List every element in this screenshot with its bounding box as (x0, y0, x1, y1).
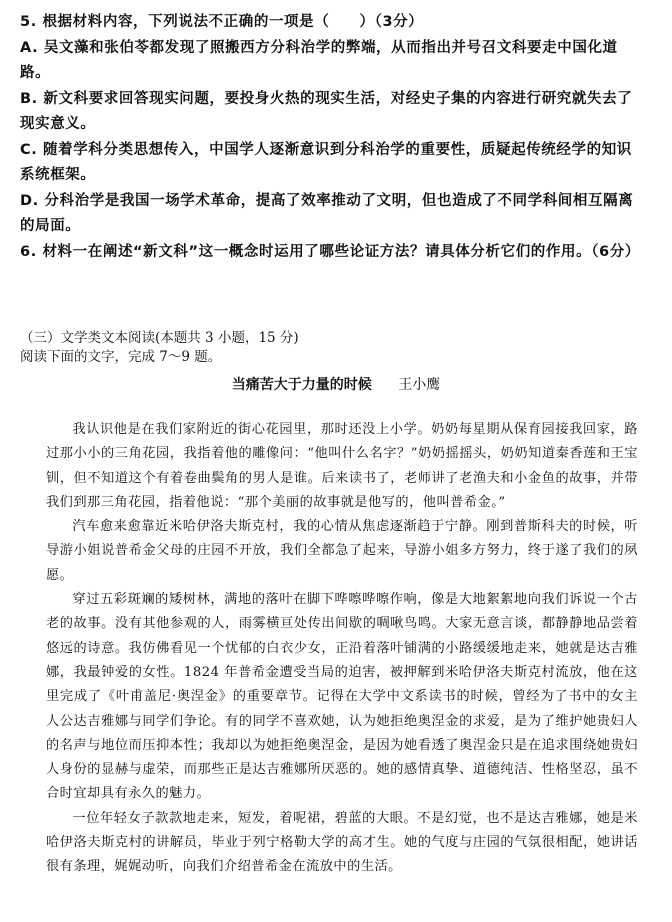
question-6: 6. 材料一在阐述“新文科”这一概念时运用了哪些论证方法？请具体分析它们的作用。（6分） (20, 243, 640, 260)
article-body (46, 418, 638, 880)
article-title: 当痛苦大于力量的时候 (231, 377, 372, 393)
question-5-option-c: C. 随着学科分类思想传入，中国学人逐渐意识到分科治学的重要性，质疑起传统经学的知识系统框架。 (20, 141, 632, 183)
article-author: 王小鹰 (398, 377, 441, 393)
article-paragraph-4: 一位年轻女子款款地走来，短发，着呢裙，碧蓝的大眼。不是幻觉，也不是达吉雅娜，她是米哈伊洛夫斯克村的讲解员，毕业于列宁格勒大学的高才生。她的气度与庄园的气氛很相配，她讲话很有条理，娓娓动听，向我们介绍普希金在流放中的生活。 (46, 810, 638, 875)
article-paragraph-1: 我认识他是在我们家附近的街心花园里，那时还没上小学。奶奶每星期从保育园接我回家，路过那小小的三角花园，我指着他的雕像问：“他叫什么名字？”奶奶摇摇头，奶奶知道秦香莲和王宝钏，但不知道这个有着卷曲鬓角的男人是谁。后来读书了，老师讲了老渔夫和小金鱼的故事，并带我们到那三角花园，指着他说：“那个美丽的故事就是他写的，他叫普希金。” (46, 422, 638, 510)
article-title-line (0, 374, 672, 394)
question-5-block (20, 10, 642, 265)
question-5-option-d: D. 分科治学是我国一场学术革命，提高了效率推动了文明，但也造成了不同学科间相互隔离的局面。 (20, 192, 634, 234)
section-instruction: 阅读下面的文字，完成 7～9 题。 (20, 349, 222, 365)
question-5-option-a: A. 吴文藻和张伯苓都发现了照搬西方分科治学的弊端，从而指出并号召文科要走中国化道路。 (20, 39, 618, 81)
section-heading: （三）文学类文本阅读(本题共 3 小题，15 分) (20, 330, 299, 346)
section-header (20, 329, 650, 367)
article-paragraph-3: 穿过五彩斑斓的矮树林，满地的落叶在脚下哗嚓哗嚓作响，像是大地絮絮地向我们诉说一个古老的故事。没有其他参观的人，雨雾横亘处传出间歇的啁啾鸟鸣。大家无意言谈，都静静地品尝着悠远的诗意。我仿佛看见一个忧郁的白衣少女，正沿着落叶铺满的小路缓缓地走来，她就是达吉雅娜，我最钟爱的女性。1824 年普希金遭受当局的迫害，被押解到米哈伊洛夫斯克村流放，他在这里完成了《叶甫盖尼·奥涅金》的重要章节。记得在大学中文系读书的时候，曾经为了书中的女主人公达吉雅娜与同学们争论。有的同学不喜欢她，认为她拒绝奥涅金的求爱，是为了维护她贵妇人的名声与地位而压抑本性；我却以为她拒绝奥涅金，是因为她看透了奥涅金只是在追求围绕她贵妇人身份的显赫与虚荣，而那些正是达吉雅娜所厌恶的。她的感情真挚、道德纯洁、性格坚忍，虽不合时宜却具有永久的魅力。 (46, 592, 638, 802)
question-5-option-b: B. 新文科要求回答现实问题，要投身火热的现实生活，对经史子集的内容进行研究就失去了现实意义。 (20, 90, 633, 132)
article-paragraph-2: 汽车愈来愈靠近米哈伊洛夫斯克村，我的心情从焦虑逐渐趋于宁静。刚到普斯科夫的时候，听导游小姐说普希金父母的庄园不开放，我们全都急了起来，导游小姐多方努力，终于遂了我们的夙愿。 (46, 519, 638, 583)
question-5-stem: 5. 根据材料内容，下列说法不正确的一项是（ ）（3分） (20, 14, 424, 30)
